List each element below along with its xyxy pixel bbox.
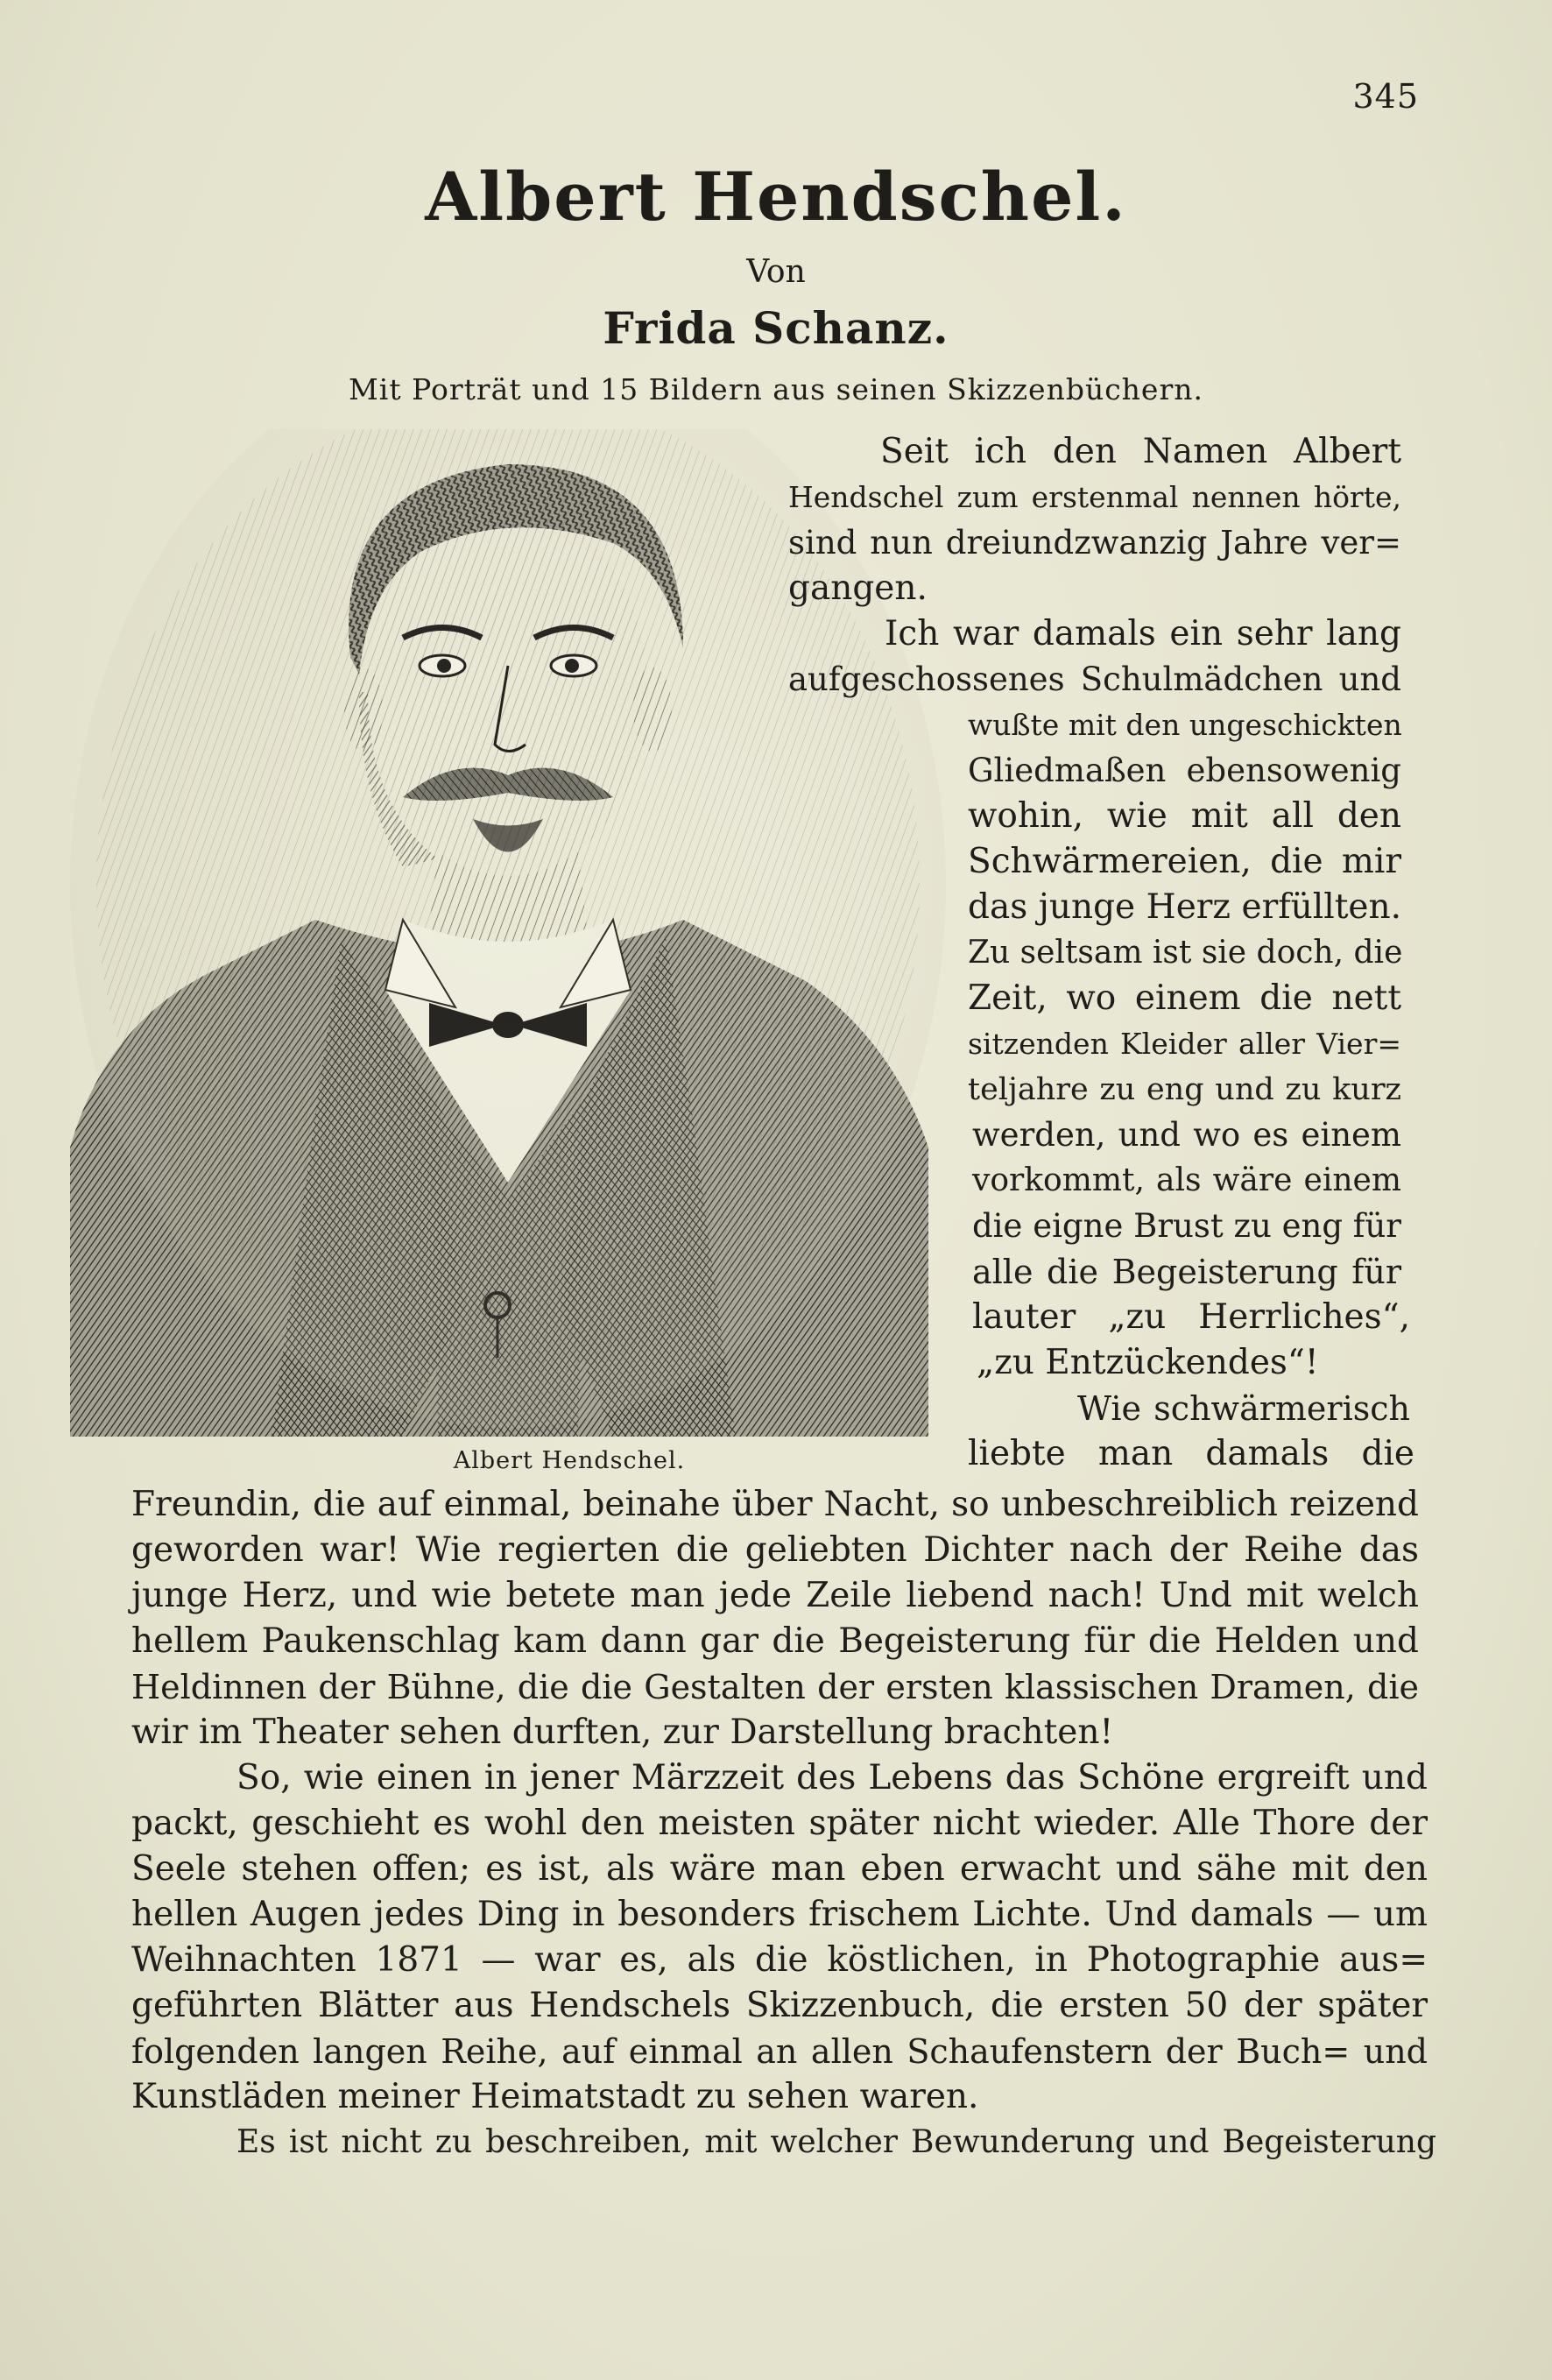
text-line: geworden war! Wie regierten die geliebten Dichter nach der Reihe das (131, 1530, 1419, 1570)
text-line: wir im Theater sehen durften, zur Darstellung brachten! (131, 1713, 1114, 1752)
article-subtitle: Mit Porträt und 15 Bildern aus seinen Skizzenbüchern. (349, 372, 1203, 406)
text-line: gangen. (788, 569, 928, 608)
text-line: „zu Entzückendes“! (977, 1343, 1319, 1382)
text-line: lauter „zu Herrliches“, (972, 1297, 1410, 1337)
text-line: Freundin, die auf einmal, beinahe über Nacht, so unbeschreiblich reizend (131, 1485, 1419, 1524)
text-line: sind nun dreiundzwanzig Jahre ver= (788, 524, 1401, 561)
text-line: Hendschel zum erstenmal nennen hörte, (788, 480, 1401, 514)
text-line: Es ist nicht zu beschreiben, mit welcher Bewunderung und Begeisterung (236, 2124, 1436, 2160)
text-line: Seele stehen offen; es ist, als wäre man eben erwacht und sähe mit den (131, 1849, 1428, 1889)
text-line: aufgeschossenes Schulmädchen und (788, 660, 1401, 698)
text-line: das junge Herz erfüllten. (968, 887, 1401, 927)
text-line: junge Herz, und wie betete man jede Zeile liebend nach! Und mit welch (131, 1576, 1419, 1615)
text-line: Kunstläden meiner Heimatstadt zu sehen waren. (131, 2077, 979, 2116)
text-line: die eigne Brust zu eng für (972, 1207, 1401, 1245)
text-line: Wie schwärmerisch (1077, 1389, 1410, 1428)
author-name: Frida Schanz. (603, 302, 949, 354)
text-line: Weihnachten 1871 — war es, als die köstlichen, in Photographie aus= (131, 1940, 1428, 1980)
byline-von: Von (746, 254, 806, 290)
text-line: liebte man damals die (968, 1434, 1414, 1473)
text-line: sitzenden Kleider aller Vier= (968, 1027, 1401, 1061)
text-line: Ich war damals ein sehr lang (885, 614, 1401, 653)
text-line: hellem Paukenschlag kam dann gar die Begeisterung für die Helden und (131, 1621, 1419, 1661)
text-line: wohin, wie mit all den (968, 796, 1401, 836)
page-number: 345 (1352, 77, 1419, 116)
text-line: Zu seltsam ist sie doch, die (968, 935, 1403, 971)
text-line: Heldinnen der Bühne, die die Gestalten der ersten klassischen Dramen, die (131, 1668, 1419, 1706)
text-line: teljahre zu eng und zu kurz (968, 1072, 1401, 1107)
text-line: geführten Blätter aus Hendschels Skizzenbuch, die ersten 50 der später (131, 1986, 1428, 2025)
text-line: packt, geschieht es wohl den meisten später nicht wieder. Alle Thore der (131, 1804, 1428, 1843)
text-line: folgenden langen Reihe, auf einmal an allen Schaufenstern der Buch= und (131, 2032, 1428, 2071)
text-line: alle die Begeisterung für (972, 1253, 1401, 1291)
text-line: Schwärmereien, die mir (968, 842, 1401, 881)
text-line: werden, und wo es einem (972, 1116, 1401, 1154)
article-title: Albert Hendschel. (425, 158, 1127, 236)
portrait-caption: Albert Hendschel. (453, 1447, 686, 1474)
text-line: Seit ich den Namen Albert (880, 432, 1401, 471)
text-line: hellen Augen jedes Ding in besonders frischem Lichte. Und damals — um (131, 1895, 1428, 1934)
text-line: So, wie einen in jener Märzzeit des Lebens das Schöne ergreift und (236, 1758, 1428, 1797)
text-line: vorkommt, als wäre einem (972, 1162, 1401, 1198)
text-line: Zeit, wo einem die nett (968, 978, 1401, 1018)
text-line: wußte mit den ungeschickten (968, 708, 1402, 742)
text-line: Gliedmaßen ebensowenig (968, 752, 1401, 789)
